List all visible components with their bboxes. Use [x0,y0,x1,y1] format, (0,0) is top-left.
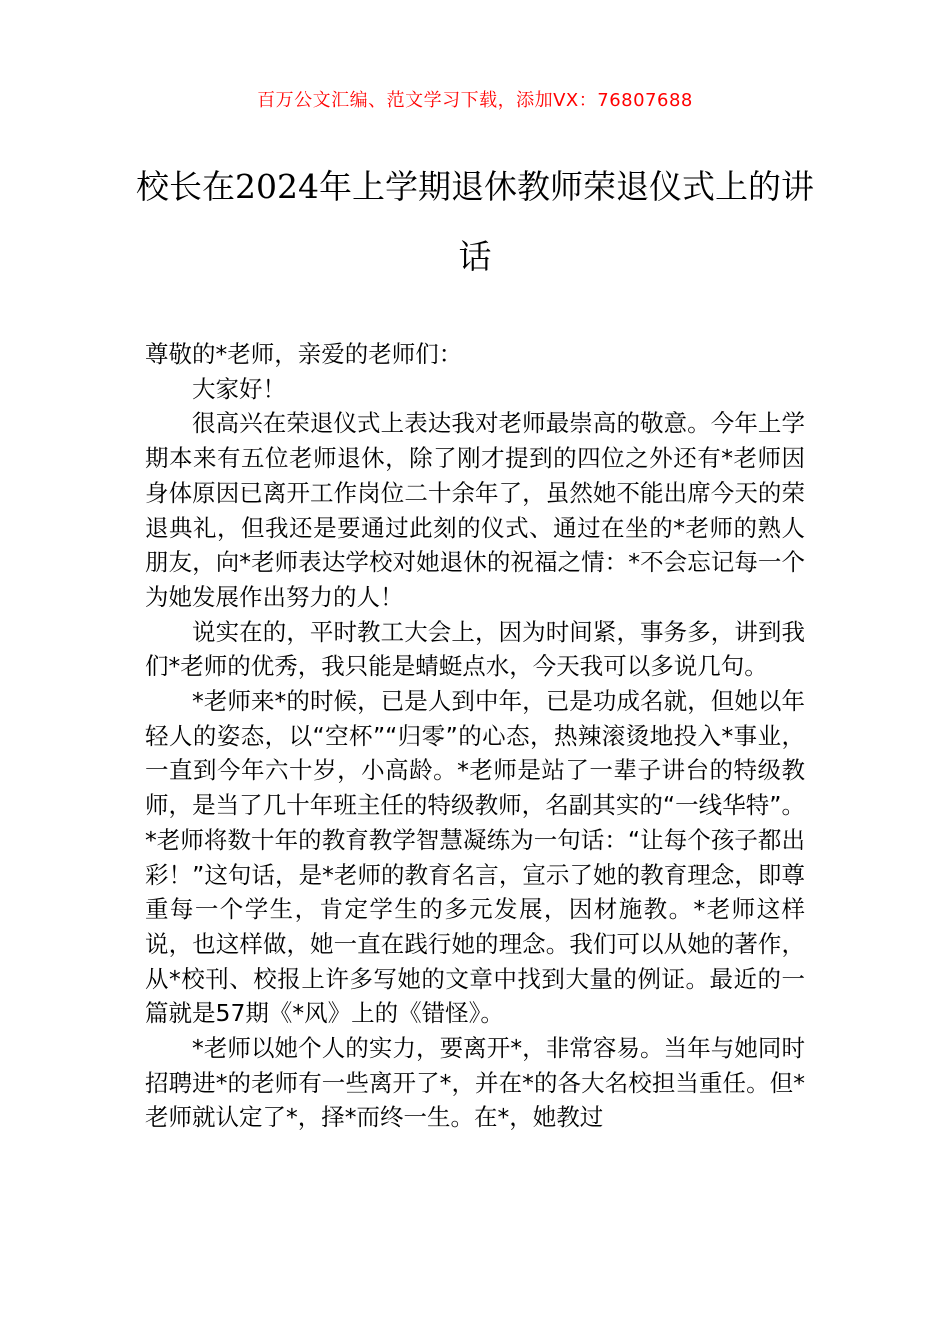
document-title: 校长在2024年上学期退休教师荣退仪式上的讲话 [136,167,814,276]
paragraph-greeting: 大家好！ [192,374,286,403]
header-note: 百万公文汇编、范文学习下载，添加VX：76807688 [257,90,693,111]
paragraph: *老师来*的时候，已是人到中年，已是功成名就，但她以年轻人的姿态，以“空杯”“归零”的心态，热辣滚烫地投入*事业，一直到今年六十岁，小高龄。*老师是站了一辈子讲台的特级教师，是当了几十年班主任的特级教师，名副其实的“一线华特”。*老师将数十年的教育教学智慧凝练为一句话：“让每个孩子都出彩！”这句话，是*老师的教育名言，宣示了她的教育理念，即尊重每一个学生，肯定学生的多元发展，因材施教。*老师这样说，也这样做，她一直在践行她的理念。我们可以从她的著作，从*校刊、校报上许多写她的文章中找到大量的例证。最近的一篇就是57期《*风》上的《错怪》。 [145,687,805,1028]
document-body [145,337,805,1135]
salutation: 尊敬的*老师，亲爱的老师们： [145,340,463,368]
paragraph: 说实在的，平时教工大会上，因为时间紧，事务多，讲到我们*老师的优秀，我只能是蜻蜓点水，今天我可以多说几句。 [145,617,805,681]
paragraph: 很高兴在荣退仪式上表达我对老师最崇高的敬意。今年上学期本来有五位老师退休，除了刚才提到的四位之外还有*老师因身体原因已离开工作岗位二十余年了，虽然她不能出席今天的荣退典礼，但我还是要通过此刻的仪式、通过在坐的*老师的熟人朋友，向*老师表达学校对她退休的祝福之情：*不会忘记每一个为她发展作出努力的人！ [145,409,805,611]
paragraph: *老师以她个人的实力，要离开*，非常容易。当年与她同时招聘进*的老师有一些离开了*，并在*的各大名校担当重任。但*老师就认定了*，择*而终一生。在*，她教过 [145,1034,805,1132]
